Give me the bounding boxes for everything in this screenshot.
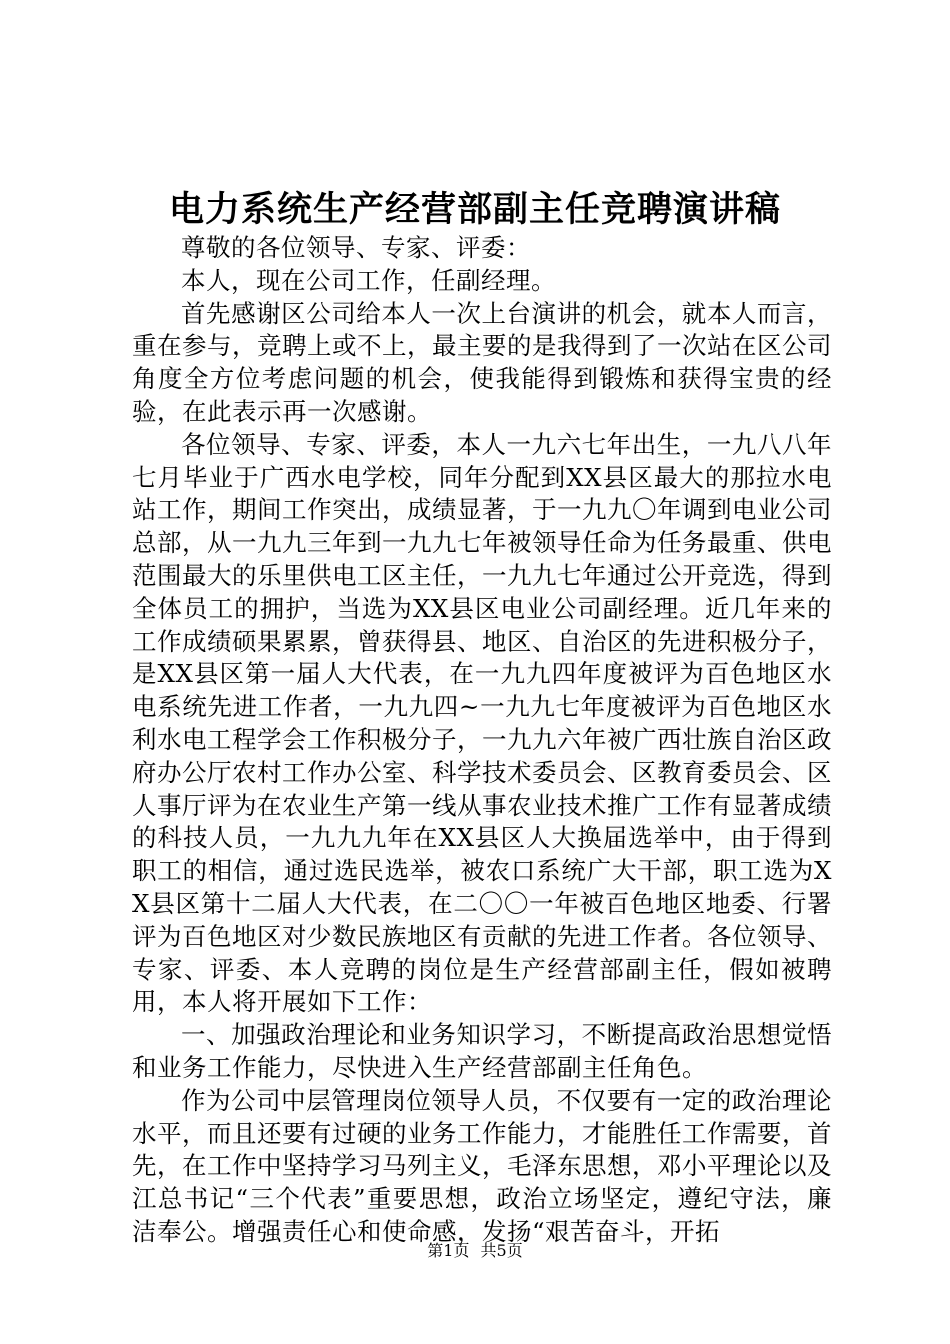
document-body: [132, 232, 832, 1249]
page-footer: [0, 1240, 950, 1262]
plan-item-1-paragraph: 一、加强政治理论和业务知识学习，不断提高政治思想觉悟和业务工作能力，尽快进入生产经营部副主任角色。: [132, 1020, 832, 1082]
document-title: 电力系统生产经营部副主任竞聘演讲稿: [168, 189, 781, 230]
page-total: 共5页: [480, 1241, 523, 1260]
plan-detail-paragraph: 作为公司中层管理岗位领导人员，不仅要有一定的政治理论水平，而且还要有过硬的业务工作能力，才能胜任工作需要，首先，在工作中坚持学习马列主义，毛泽东思想，邓小平理论以及江总书记“三个代表”重要思想，政治立场坚定，遵纪守法，廉洁奉公。增强责任心和使命感，发扬“艰苦奋斗，开拓: [132, 1085, 832, 1246]
page-number: 第1页: [427, 1241, 470, 1260]
salutation-paragraph: 尊敬的各位领导、专家、评委：: [181, 233, 531, 262]
intro-paragraph: 本人，现在公司工作，任副经理。: [181, 265, 556, 295]
thanks-paragraph: 首先感谢区公司给本人一次上台演讲的机会，就本人而言，重在参与，竞聘上或不上，最主要的是我得到了一次站在区公司角度全方位考虑问题的机会，使我能得到锻炼和获得宝贵的经验，在此表示再一次感谢。: [132, 298, 832, 426]
background-paragraph: 各位领导、专家、评委，本人一九六七年出生，一九八八年七月毕业于广西水电学校，同年分配到XX县区最大的那拉水电站工作，期间工作突出，成绩显著，于一九九〇年调到电业公司总部，从一九九三年到一九九七年被领导任命为任务最重、供电范围最大的乐里供电工区主任，一九九七年通过公开竞选，得到全体员工的拥护，当选为XX县区电业公司副经理。近几年来的工作成绩硕果累累，曾获得县、地区、自治区的先进积极分子，是XX县区第一届人大代表，在一九九四年度被评为百色地区水电系统先进工作者，一九九四~一九九七年度被评为百色地区水利水电工程学会工作积极分子，一九九六年被广西壮族自治区政府办公厅农村工作办公室、科学技术委员会、区教育委员会、区人事厅评为在农业生产第一线从事农业技术推广工作有显著成绩的科技人员，一九九九年在XX县区人大换届选举中，由于得到职工的相信，通过选民选举，被农口系统广大干部，职工选为XX县区第十二届人大代表，在二〇〇一年被百色地区地委、行署评为百色地区对少数民族地区有贡献的先进工作者。各位领导、专家、评委、本人竞聘的岗位是生产经营部副主任，假如被聘用，本人将开展如下工作：: [132, 429, 832, 1017]
